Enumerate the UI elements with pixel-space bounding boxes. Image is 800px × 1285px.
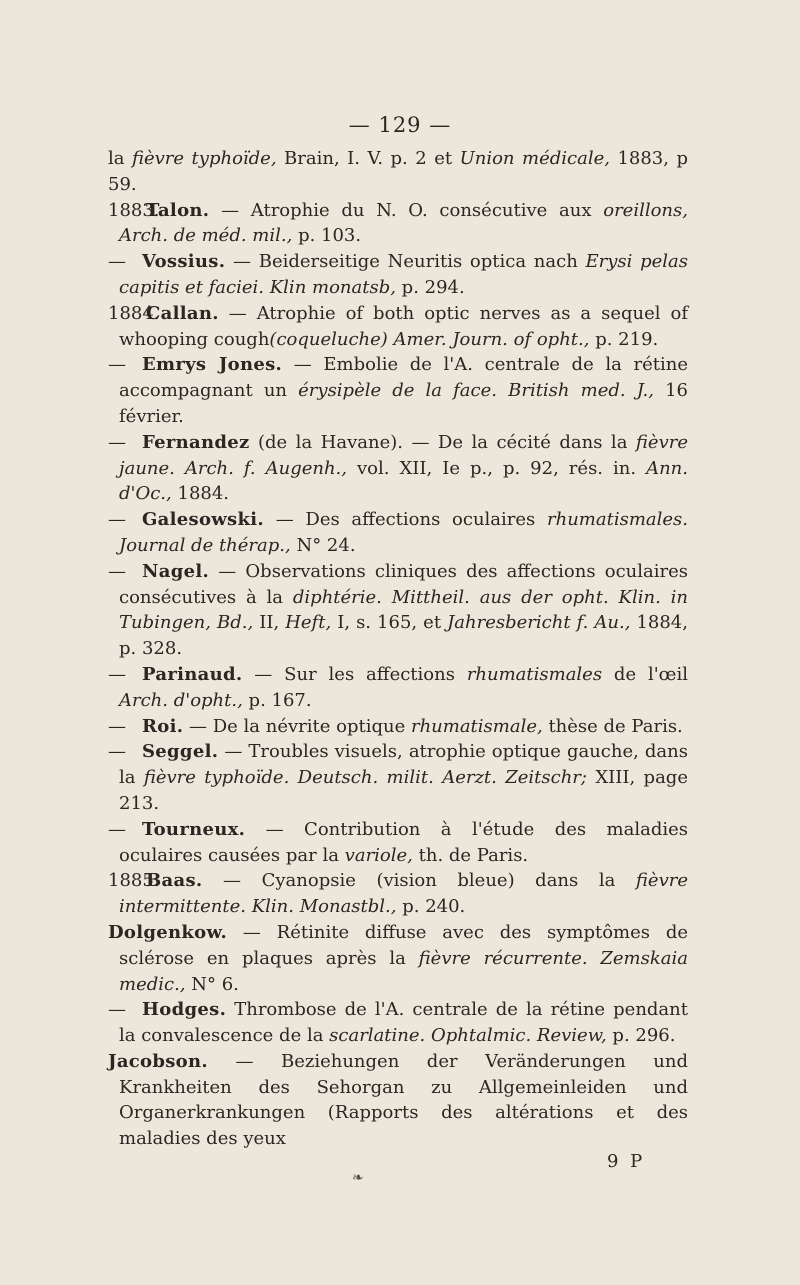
entry-author: Dolgenkow. bbox=[108, 921, 228, 943]
bibliography-entry bbox=[108, 430, 688, 507]
entry-title-italic: (coqueluche) Amer. Journ. of opht., bbox=[269, 328, 590, 350]
entry-text: N° 6. bbox=[185, 973, 239, 995]
entry-title-italic: Heft, bbox=[285, 612, 332, 634]
entry-title-italic: Ann. d'Oc., bbox=[119, 457, 688, 505]
entry-year: 1885. bbox=[108, 870, 160, 892]
entry-text: Brain, I. V. p. 2 et bbox=[276, 148, 460, 169]
entry-author: Jacobson. bbox=[108, 1050, 208, 1072]
entry-title-italic: rhumatismales. Journal de thérap., bbox=[119, 509, 688, 556]
entry-text: — Rétinite diffuse avec des symptômes de sclérose en plaques après la bbox=[119, 921, 688, 969]
entry-author: Fernandez bbox=[142, 431, 250, 453]
entry-text: 1883, p 59. bbox=[108, 148, 688, 195]
entry-title-italic: rhumatismales bbox=[466, 663, 603, 685]
entry-text: — Sur les affections bbox=[242, 663, 467, 685]
entry-title-italic: diphtérie. Mittheil. aus der opht. Klin. in Tubingen, Bd., bbox=[119, 586, 688, 634]
entry-author: Emrys Jones. bbox=[142, 354, 283, 376]
entry-title-italic: oreillons, Arch. de méd. mil., bbox=[119, 199, 688, 247]
printer-ornament: ❧ bbox=[352, 1170, 364, 1186]
entry-title-italic: fièvre intermittente. Klin. Monastbl., bbox=[119, 870, 688, 918]
bibliography-entry bbox=[108, 714, 688, 740]
entry-author: Seggel. bbox=[142, 741, 219, 763]
entry-text: I, s. 165, et bbox=[331, 612, 448, 634]
entry-text: vol. XII, Ie p., p. 92, rés. in. bbox=[347, 457, 647, 479]
bibliography-entry bbox=[108, 1049, 688, 1152]
bibliography-entry bbox=[108, 662, 688, 714]
entry-text: — Embolie de l'A. centrale de la rétine accompagnant un bbox=[119, 354, 688, 402]
entry-year: 1883. bbox=[108, 199, 160, 221]
entry-title-italic: fièvre typhoïde. Deutsch. milit. Aerzt. Zeitschr; bbox=[143, 767, 587, 789]
bibliography-entry bbox=[108, 146, 688, 198]
entry-text: de l'œil bbox=[602, 663, 688, 685]
entry-text: II, bbox=[253, 612, 286, 634]
ditto-dash: — bbox=[108, 509, 126, 531]
entry-text: la bbox=[108, 148, 132, 169]
entry-title-italic: fièvre jaune. Arch. f. Augenh., bbox=[119, 431, 688, 479]
entry-text: 1884, p. 328. bbox=[119, 612, 688, 660]
bibliography-entry bbox=[108, 559, 688, 662]
entry-text: th. de Paris. bbox=[412, 844, 529, 866]
entry-text: p. 296. bbox=[606, 1025, 676, 1047]
entry-author: Talon. bbox=[146, 199, 210, 221]
page-number: — 129 — bbox=[348, 113, 452, 137]
bibliography-entry bbox=[108, 352, 688, 429]
entry-text: p. 294. bbox=[395, 276, 465, 298]
entry-author: Hodges. bbox=[142, 999, 227, 1021]
bibliography-entry bbox=[108, 301, 688, 353]
ditto-dash: — bbox=[108, 663, 126, 685]
bibliography-entry bbox=[108, 920, 688, 997]
ditto-dash: — bbox=[108, 354, 126, 376]
entry-title-italic: rhumatismale, bbox=[410, 715, 543, 737]
entry-title-italic: scarlatine. Ophtalmic. Review, bbox=[329, 1025, 607, 1047]
entry-text: (de la Havane). — De la cécité dans la bbox=[249, 431, 636, 453]
entry-text: — De la névrite optique bbox=[183, 715, 411, 737]
bibliography-entry bbox=[108, 817, 688, 869]
entry-text: — Beziehungen der Veränderungen und Krankheiten des Sehorgan zu Allgemeinleiden und Organerkrankungen (Rapports des altérations et des maladies des yeux bbox=[119, 1050, 688, 1150]
entry-text: 16 février. bbox=[119, 380, 688, 427]
entry-text: — Contribution à l'étude des maladies oculaires causées par la bbox=[119, 818, 688, 866]
bibliography-entry bbox=[108, 997, 688, 1049]
entry-text: p. 219. bbox=[589, 328, 659, 350]
entry-author: Parinaud. bbox=[142, 663, 243, 685]
entry-title-italic: Erysi pelas capitis et faciei. Klin monatsb, bbox=[119, 251, 688, 298]
ditto-dash: — bbox=[108, 715, 126, 737]
entry-title-italic: érysipèle de la face. British med. J., bbox=[298, 380, 654, 402]
entry-text: thèse de Paris. bbox=[542, 715, 683, 737]
signature-mark: 9 P bbox=[607, 1151, 646, 1172]
entry-title-italic: fièvre récurrente. Zemskaia medic., bbox=[119, 947, 688, 995]
entry-title-italic: Jahresbericht f. Au., bbox=[447, 612, 631, 634]
entry-text: p. 167. bbox=[242, 689, 312, 711]
entry-text: — Beiderseitige Neuritis optica nach bbox=[225, 251, 586, 273]
ditto-dash: — bbox=[108, 431, 126, 453]
ditto-dash: — bbox=[108, 251, 126, 273]
entry-title-italic: fièvre typhoïde, bbox=[131, 148, 277, 169]
ditto-dash: — bbox=[108, 818, 126, 840]
ditto-dash: — bbox=[108, 999, 126, 1021]
entry-author: Baas. bbox=[146, 870, 203, 892]
entry-text: p. 240. bbox=[396, 896, 466, 918]
bibliography-list bbox=[108, 146, 688, 1152]
bibliography-entry bbox=[108, 249, 688, 301]
bibliography-entry bbox=[108, 198, 688, 250]
bibliography-entry bbox=[108, 739, 688, 816]
entry-text: — Des affections oculaires bbox=[263, 509, 547, 531]
ditto-dash: — bbox=[108, 741, 126, 763]
entry-text: — Observations cliniques des affections oculaires consécutives à la bbox=[119, 560, 688, 608]
ditto-dash: — bbox=[108, 560, 126, 582]
entry-title-italic: Union médicale, bbox=[459, 148, 610, 169]
entry-title-italic: variole, bbox=[344, 844, 413, 866]
bibliography-entry bbox=[108, 868, 688, 920]
entry-author: Vossius. bbox=[142, 251, 226, 273]
entry-text: p. 103. bbox=[292, 225, 362, 247]
entry-text: — Atrophie du N. O. consécutive aux bbox=[209, 199, 604, 221]
entry-text: Thrombose de l'A. centrale de la rétine pendant la convalescence de la bbox=[119, 999, 688, 1047]
entry-text: — Troubles visuels, atrophie optique gauche, dans la bbox=[119, 741, 688, 789]
entry-year: 1884. bbox=[108, 302, 160, 324]
entry-author: Callan. bbox=[146, 302, 219, 324]
entry-text: 1884. bbox=[171, 483, 230, 505]
entry-text: N° 24. bbox=[290, 534, 356, 556]
entry-author: Nagel. bbox=[142, 560, 210, 582]
bibliography-entry bbox=[108, 507, 688, 559]
entry-text: — Cyanopsie (vision bleue) dans la bbox=[202, 870, 636, 892]
entry-text: — Atrophie of both optic nerves as a sequel of whooping cough bbox=[119, 302, 688, 350]
entry-author: Roi. bbox=[142, 715, 184, 737]
entry-author: Galesowski. bbox=[142, 509, 264, 531]
entry-title-italic: Arch. d'opht., bbox=[119, 689, 243, 711]
entry-author: Tourneux. bbox=[142, 818, 246, 840]
entry-text: XIII, page 213. bbox=[119, 767, 688, 814]
